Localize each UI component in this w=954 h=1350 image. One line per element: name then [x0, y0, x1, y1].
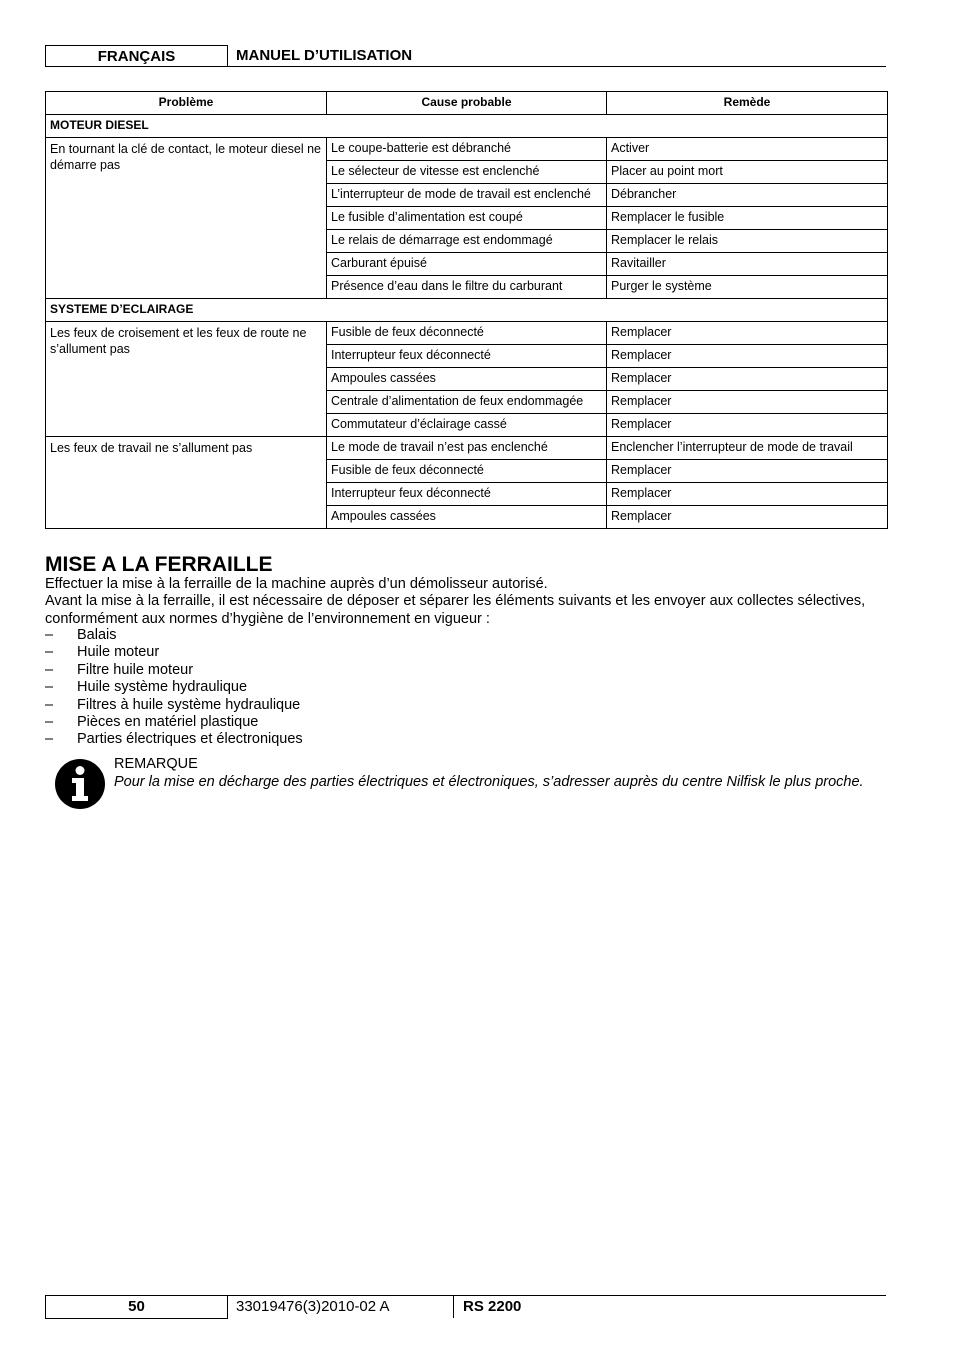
column-header-remedy: Remède	[607, 92, 888, 115]
remedy-cell: Placer au point mort	[607, 161, 888, 184]
section-row	[46, 299, 888, 322]
bullet-dash: –	[45, 696, 54, 713]
list-item-text: Pièces en matériel plastique	[77, 713, 259, 730]
list-item-text: Filtre huile moteur	[77, 661, 194, 678]
bullet-dash: –	[45, 661, 54, 678]
list-item-text: Huile moteur	[77, 644, 160, 661]
list-item-text: Parties électriques et électroniques	[77, 731, 303, 748]
problem-cell: Les feux de croisement et les feux de route ne s’allument pas	[46, 322, 327, 437]
info-icon	[54, 758, 106, 810]
model-name: RS 2200	[463, 1298, 522, 1315]
table-row	[46, 322, 888, 345]
cause-cell: Interrupteur feux déconnecté	[327, 483, 607, 506]
page-header	[45, 45, 886, 67]
cause-cell: Présence d’eau dans le filtre du carburant	[327, 276, 607, 299]
section-title: MOTEUR DIESEL	[46, 115, 888, 138]
paragraph-intro: Effectuer la mise à la ferraille de la machine auprès d’un démolisseur autorisé.	[45, 576, 548, 592]
cause-cell: Le sélecteur de vitesse est enclenché	[327, 161, 607, 184]
remedy-cell: Remplacer	[607, 506, 888, 529]
remedy-cell: Remplacer le relais	[607, 230, 888, 253]
remedy-cell: Purger le système	[607, 276, 888, 299]
cause-cell: Commutateur d’éclairage cassé	[327, 414, 607, 437]
cause-cell: Ampoules cassées	[327, 506, 607, 529]
section-row	[46, 115, 888, 138]
column-header-problem: Problème	[46, 92, 327, 115]
remedy-cell: Débrancher	[607, 184, 888, 207]
remedy-cell: Remplacer	[607, 345, 888, 368]
table-row	[46, 138, 888, 161]
paragraph-instructions: Avant la mise à la ferraille, il est nécessaire de déposer et séparer les éléments suivants et les envoyer aux collectes sélectives, conformément aux normes d’hygiène de l’environnement en vigueur :	[45, 593, 866, 627]
note-text: Pour la mise en décharge des parties électriques et électroniques, s’adresser auprès du centre Nilfisk le plus proche.	[114, 774, 864, 790]
table-row	[46, 437, 888, 460]
cause-cell: Centrale d’alimentation de feux endommagée	[327, 391, 607, 414]
page-footer	[45, 1295, 886, 1319]
cause-cell: Carburant épuisé	[327, 253, 607, 276]
footer-separator	[453, 1295, 454, 1318]
cause-cell: Le coupe-batterie est débranché	[327, 138, 607, 161]
bullet-dash: –	[45, 713, 54, 730]
remedy-cell: Remplacer	[607, 322, 888, 345]
remedy-cell: Activer	[607, 138, 888, 161]
remedy-cell: Remplacer	[607, 391, 888, 414]
troubleshooting-table	[45, 91, 888, 529]
document-code: 33019476(3)2010-02 A	[236, 1298, 390, 1315]
cause-cell: Le relais de démarrage est endommagé	[327, 230, 607, 253]
cause-cell: Le fusible d’alimentation est coupé	[327, 207, 607, 230]
bullet-dash: –	[45, 679, 54, 696]
column-header-cause: Cause probable	[327, 92, 607, 115]
remedy-cell: Remplacer le fusible	[607, 207, 888, 230]
cause-cell: L’interrupteur de mode de travail est enclenché	[327, 184, 607, 207]
remedy-cell: Remplacer	[607, 483, 888, 506]
list-item-text: Huile système hydraulique	[77, 679, 248, 696]
remedy-cell: Remplacer	[607, 414, 888, 437]
cause-cell: Fusible de feux déconnecté	[327, 322, 607, 345]
list-item-text: Filtres à huile système hydraulique	[77, 696, 301, 713]
remedy-cell: Enclencher l’interrupteur de mode de travail	[607, 437, 888, 460]
remedy-cell: Ravitailler	[607, 253, 888, 276]
bullet-dash: –	[45, 731, 54, 748]
remedy-cell: Remplacer	[607, 368, 888, 391]
note-label: REMARQUE	[114, 756, 198, 772]
cause-cell: Le mode de travail n’est pas enclenché	[327, 437, 607, 460]
problem-cell: Les feux de travail ne s’allument pas	[46, 437, 327, 529]
cause-cell: Interrupteur feux déconnecté	[327, 345, 607, 368]
section-title: SYSTEME D’ECLAIRAGE	[46, 299, 888, 322]
header-manual-title: MANUEL D’UTILISATION	[236, 47, 413, 64]
section-heading: MISE A LA FERRAILLE	[45, 553, 273, 576]
bullet-dash: –	[45, 627, 54, 643]
header-language: FRANÇAIS	[45, 45, 228, 67]
remedy-cell: Remplacer	[607, 460, 888, 483]
page-number: 50	[45, 1295, 228, 1319]
problem-cell: En tournant la clé de contact, le moteur diesel ne démarre pas	[46, 138, 327, 299]
table-header-row	[46, 92, 888, 115]
cause-cell: Fusible de feux déconnecté	[327, 460, 607, 483]
cause-cell: Ampoules cassées	[327, 368, 607, 391]
list-item-text: Balais	[77, 627, 117, 643]
bullet-dash: –	[45, 644, 54, 661]
